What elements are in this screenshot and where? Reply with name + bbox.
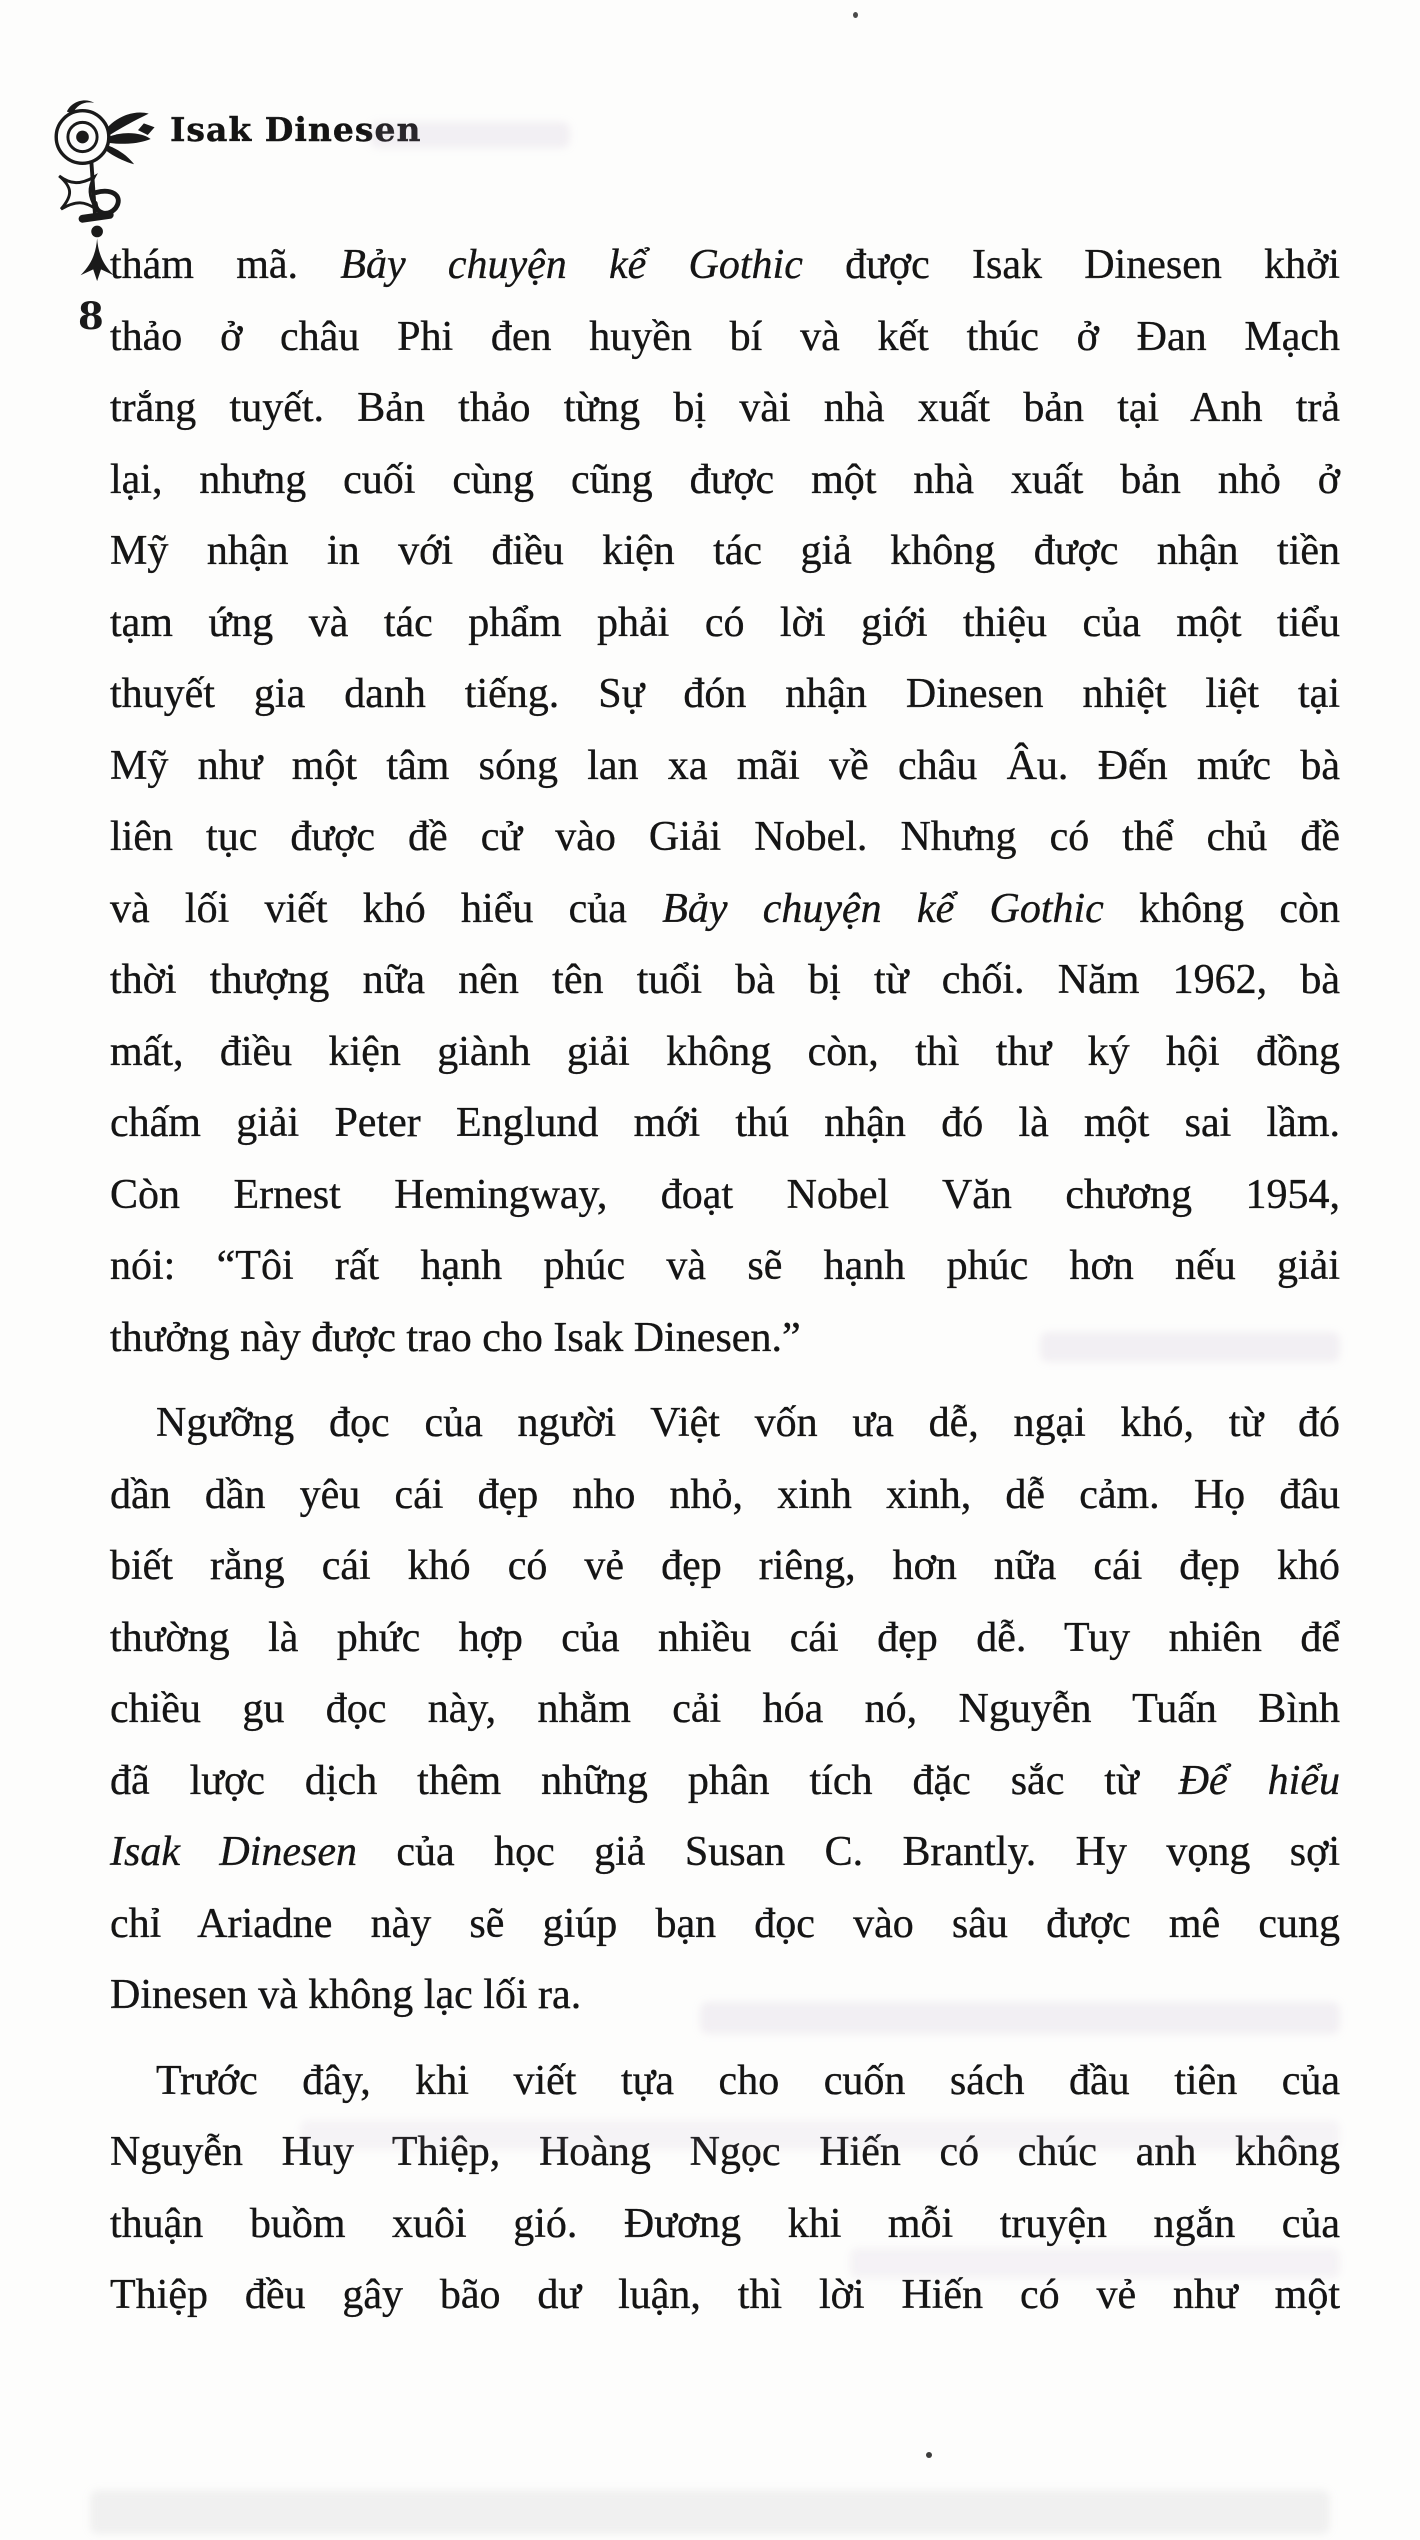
text-line: Isak Dinesen của học giả Susan C. Brantly. Hy vọng sợi: [110, 1829, 1340, 1875]
text-line: dần dần yêu cái đẹp nho nhỏ, xinh xinh, dễ cảm. Họ đâu: [110, 1471, 1340, 1518]
show-through-smudge: [1040, 1332, 1340, 1362]
text-line: thưởng này được trao cho Isak Dinesen.”: [110, 1314, 801, 1361]
text-line: thuyết gia danh tiếng. Sự đón nhận Dinesen nhiệt liệt tại: [110, 671, 1340, 717]
text-line: Mỹ như một tâm sóng lan xa mãi về châu Âu. Đến mức bà: [110, 742, 1340, 789]
text-line: tạm ứng và tác phẩm phải có lời giới thiệu của một tiểu: [110, 599, 1340, 646]
show-through-smudge: [700, 2002, 1340, 2034]
paragraph: [110, 1388, 1340, 2032]
running-header-author: Isak Dinesen: [170, 110, 422, 149]
text-line: đã lược dịch thêm những phân tích đặc sắc từ Để hiểu: [110, 1757, 1340, 1804]
text-line: Ngưỡng đọc của người Việt vốn ưa dễ, ngại khó, từ đó: [156, 1400, 1340, 1446]
text-line: mất, điều kiện giành giải không còn, thì thư ký hội đồng: [110, 1028, 1340, 1075]
text-line: thuận buồm xuôi gió. Đương khi mỗi truyện ngắn của: [110, 2200, 1340, 2247]
text-line: Thiệp đều gây bão dư luận, thì lời Hiến có vẻ như một: [110, 2272, 1340, 2318]
text-line: và lối viết khó hiểu của Bảy chuyện kể Gothic không còn: [110, 885, 1340, 932]
text-line: liên tục được đề cử vào Giải Nobel. Nhưng có thể chủ đề: [110, 814, 1340, 860]
text-line: thời thượng nữa nên tên tuổi bà bị từ chối. Năm 1962, bà: [110, 957, 1340, 1003]
ink-speck: [853, 12, 858, 18]
text-line: Nguyễn Huy Thiệp, Hoàng Ngọc Hiến có chúc anh không: [110, 2129, 1340, 2175]
text-line: Còn Ernest Hemingway, đoạt Nobel Văn chương 1954,: [110, 1171, 1340, 1218]
paragraph: [110, 230, 1340, 1374]
show-through-smudge: [850, 2248, 1340, 2278]
text-line: Dinesen và không lạc lối ra.: [110, 1972, 582, 2018]
text-line: chỉ Ariadne này sẽ giúp bạn đọc vào sâu được mê cung: [110, 1900, 1340, 1947]
show-through-band: [90, 2490, 1330, 2534]
show-through-smudge: [370, 122, 570, 148]
text-line: Trước đây, khi viết tựa cho cuốn sách đầu tiên của: [156, 2057, 1340, 2104]
text-line: Mỹ nhận in với điều kiện tác giả không được nhận tiền: [110, 528, 1340, 574]
ink-speck: [926, 2452, 932, 2458]
text-line: thảo ở châu Phi đen huyền bí và kết thúc ở Đan Mạch: [110, 313, 1340, 360]
text-line: trắng tuyết. Bản thảo từng bị vài nhà xuất bản tại Anh trả: [110, 385, 1340, 431]
text-line: lại, nhưng cuối cùng cũng được một nhà xuất bản nhỏ ở: [110, 456, 1340, 503]
paragraph: [110, 2046, 1340, 2332]
text-line: chiều gu đọc này, nhằm cải hóa nó, Nguyễn Tuấn Bình: [110, 1686, 1340, 1732]
show-through-smudge: [300, 2120, 1340, 2150]
text-line: thường là phức hợp của nhiều cái đẹp dễ. Tuy nhiên để: [110, 1614, 1340, 1661]
text-line: biết rằng cái khó có vẻ đẹp riêng, hơn nữa cái đẹp khó: [110, 1543, 1340, 1589]
text-line: chấm giải Peter Englund mới thú nhận đó là một sai lầm.: [110, 1100, 1340, 1146]
text-line: nói: “Tôi rất hạnh phúc và sẽ hạnh phúc hơn nếu giải: [110, 1243, 1340, 1289]
page-number: 8: [78, 294, 104, 338]
text-line: thám mã. Bảy chuyện kể Gothic được Isak Dinesen khởi: [110, 242, 1340, 288]
